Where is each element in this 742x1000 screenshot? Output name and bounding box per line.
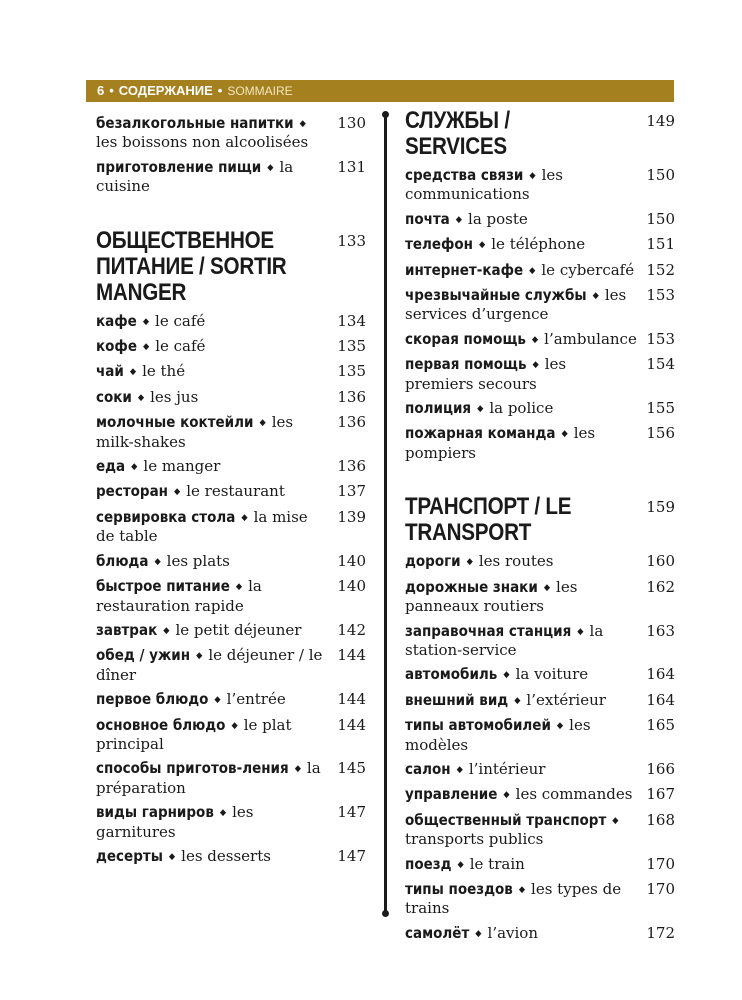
entry-title-ru: скорая помощь [405,329,526,348]
toc-entry[interactable] [96,646,366,684]
diamond-icon: ◆ [529,171,536,181]
entry-title-fr: les desserts [181,846,271,865]
entry-title-fr: le café [155,337,206,356]
entry-page-number: 165 [646,716,675,735]
entry-page-number: 136 [337,387,366,406]
diamond-icon: ◆ [219,808,227,819]
section-page-number: 149 [646,112,675,130]
entry-page-number: 136 [337,413,366,432]
toc-entry[interactable] [405,235,675,254]
entry-title-ru: интернет-кафе [405,260,524,279]
diamond-icon: ◆ [457,859,464,870]
entry-title-ru: обед / ужин [96,646,191,665]
toc-entry[interactable] [405,924,675,943]
toc-entry[interactable] [96,803,366,841]
toc-entry[interactable] [405,578,675,616]
entry-title-fr: les routes [478,552,554,571]
entry-title-ru: еда [96,457,126,476]
column-divider [384,114,387,914]
entry-page-number: 130 [337,114,366,132]
entry-page-number: 155 [646,399,675,418]
diamond-icon: ◆ [168,851,176,862]
bullet-icon: • [217,83,223,98]
page-number: 6 [97,83,105,98]
section-page-number: 159 [646,498,675,517]
toc-section-heading[interactable] [405,108,675,160]
diamond-icon: ◆ [466,557,473,568]
entry-title-ru: автомобиль [405,665,498,684]
diamond-icon: ◆ [532,360,539,371]
diamond-icon: ◆ [214,695,221,706]
entry-title-ru: основное блюдо [96,715,226,734]
entry-page-number: 167 [646,785,675,804]
entry-title-ru: приготовление пищи [96,157,262,176]
entry-page-number: 144 [337,646,366,665]
entry-page-number: 166 [646,759,675,778]
diamond-icon: ◆ [556,721,564,732]
entry-title-fr: les boissons non alcoolisées [96,133,309,152]
toc-entry[interactable] [96,759,366,797]
toc-entry[interactable] [405,716,675,754]
entry-page-number: 153 [646,286,675,305]
entry-title-ru: дорожные знаки [405,577,538,596]
entry-title-fr: la mise de table [96,507,308,546]
section-title: ТРАНСПОРТ / LE TRANSPORT [405,493,572,547]
toc-entry[interactable] [405,261,675,280]
diamond-icon: ◆ [131,462,138,473]
toc-entry[interactable] [96,847,366,866]
entry-title-fr: le téléphone [491,235,586,254]
running-header [86,80,674,102]
entry-page-number: 152 [646,260,675,279]
entry-page-number: 154 [646,355,675,374]
diamond-icon: ◆ [455,214,463,225]
entry-title-ru: первое блюдо [96,690,209,709]
entry-title-ru: дороги [405,552,461,571]
entry-title-ru: виды гарниров [96,803,214,822]
diamond-icon: ◆ [456,764,463,775]
diamond-icon: ◆ [518,884,526,895]
entry-page-number: 170 [646,879,675,898]
entry-title-ru: кафе [96,311,137,330]
entry-page-number: 131 [337,157,366,176]
entry-page-number: 140 [337,577,366,596]
entry-page-number: 164 [646,690,675,709]
entry-title-fr: les modèles [405,716,591,754]
entry-title-fr: les panneaux routiers [405,577,578,616]
entry-page-number: 139 [337,507,366,526]
entry-title-fr: l’avion [487,923,538,942]
entry-title-ru: чай [96,362,124,381]
entry-page-number: 151 [646,235,675,254]
diamond-icon: ◆ [154,556,161,567]
diamond-icon: ◆ [514,695,521,706]
entry-title-fr: l’intérieur [468,759,546,778]
toc-entry[interactable] [96,577,366,615]
diamond-icon: ◆ [267,162,274,173]
toc-section-heading[interactable] [96,228,366,306]
toc-left-column [96,108,366,866]
diamond-icon: ◆ [503,670,510,681]
entry-title-ru: салон [405,759,451,778]
toc-entry[interactable] [96,552,366,571]
diamond-icon: ◆ [543,582,551,593]
entry-title-ru: телефон [405,235,474,254]
toc-entry[interactable] [96,312,366,331]
entry-title-ru: ресторан [96,482,168,501]
entry-title-fr: les commandes [515,785,633,804]
entry-title-ru: типы поездов [405,879,513,898]
entry-title-fr: la voiture [515,665,589,684]
diamond-icon: ◆ [129,367,137,378]
entry-page-number: 160 [646,552,675,571]
toc-entry[interactable] [96,621,366,640]
entry-title-ru: пожарная команда [405,424,556,443]
entry-title-fr: la police [489,399,554,418]
entry-title-ru: десерты [96,846,163,865]
entry-page-number: 142 [337,620,366,639]
entry-title-ru: первая помощь [405,355,527,374]
entry-title-ru: сервировка стола [96,507,236,526]
entry-title-fr: la cuisine [96,157,294,196]
diamond-icon: ◆ [174,487,181,498]
toc-entry[interactable] [96,482,366,501]
entry-title-fr: les milk-shakes [96,413,294,451]
toc-entry[interactable] [405,691,675,710]
entry-page-number: 144 [337,715,366,734]
entry-page-number: 153 [646,329,675,348]
section-title: ОБЩЕСТВЕННОЕ ПИТАНИЕ / SORTIR MANGER [96,226,287,306]
toc-entry[interactable] [405,552,675,571]
toc-entry[interactable] [405,622,675,660]
entry-title-fr: l’entrée [226,690,286,709]
diamond-icon: ◆ [503,790,510,801]
entry-title-ru: кофе [96,337,137,356]
entry-page-number: 168 [646,810,675,829]
diamond-icon: ◆ [235,582,243,593]
diamond-icon: ◆ [231,720,238,731]
entry-title-fr: le thé [142,362,186,381]
diamond-icon: ◆ [561,429,568,440]
entry-title-fr: le train [469,854,525,873]
entry-title-ru: способы приготов-ления [96,759,289,778]
toc-entry[interactable] [405,210,675,229]
toc-entry[interactable] [96,457,366,476]
toc-entry[interactable] [405,399,675,418]
entry-title-ru: управление [405,785,498,804]
entry-title-fr: les plats [166,551,230,570]
entry-page-number: 134 [337,311,366,330]
toc-entry[interactable] [96,362,366,381]
entry-page-number: 137 [337,482,366,501]
entry-title-fr: le manger [143,457,221,476]
diamond-icon: ◆ [531,334,539,345]
entry-page-number: 172 [646,923,675,942]
toc-entry[interactable] [405,760,675,779]
entry-title-fr: le restaurant [186,482,285,501]
section-page-number: 133 [337,231,366,250]
entry-title-fr: le déjeuner / le dîner [96,646,323,684]
entry-title-fr: la préparation [96,759,321,797]
entry-page-number: 156 [646,424,675,443]
diamond-icon: ◆ [477,404,484,415]
entry-title-fr: les services d’urgence [405,286,627,324]
entry-title-fr: l’ambulance [544,329,637,348]
diamond-icon: ◆ [612,815,619,826]
entry-title-fr: le cybercafé [541,260,635,279]
toc-entry[interactable] [96,158,366,196]
entry-title-fr: les types de trains [405,879,622,918]
entry-title-ru: заправочная станция [405,621,572,640]
entry-page-number: 147 [337,803,366,822]
entry-page-number: 162 [646,577,675,596]
entry-title-ru: самолёт [405,923,470,942]
entry-page-number: 163 [646,621,675,640]
entry-title-fr: les premiers secours [405,355,567,393]
diamond-icon: ◆ [475,928,482,939]
entry-title-fr: l’extérieur [526,690,606,709]
entry-page-number: 135 [337,337,366,356]
toc-entry[interactable] [96,508,366,546]
diamond-icon: ◆ [142,342,150,353]
entry-title-fr: le café [155,311,206,330]
entry-page-number: 135 [337,362,366,381]
entry-page-number: 164 [646,665,675,684]
toc-entry[interactable] [96,413,366,451]
toc-entry[interactable] [405,330,675,349]
diamond-icon: ◆ [241,512,248,523]
header-title-fr: SOMMAIRE [227,84,293,98]
entry-page-number: 136 [337,457,366,476]
entry-title-ru: завтрак [96,620,158,639]
entry-page-number: 145 [337,759,366,778]
toc-entry[interactable] [96,716,366,754]
entry-page-number: 150 [646,209,675,228]
entry-page-number: 147 [337,846,366,865]
entry-title-fr: transports publics [405,830,544,849]
entry-title-fr: les garnitures [96,803,254,841]
toc-entry[interactable] [405,166,675,204]
entry-title-ru: молочные коктейли [96,413,254,432]
entry-title-ru: почта [405,209,450,228]
section-title: СЛУЖБЫ / SERVICES [405,107,510,160]
entry-title-ru: внешний вид [405,690,509,709]
entry-title-fr: la restauration rapide [96,577,262,615]
diamond-icon: ◆ [142,316,150,327]
toc-entry[interactable] [405,785,675,804]
entry-title-ru: типы автомобилей [405,716,551,735]
entry-title-fr: les jus [150,387,199,406]
entry-title-fr: la poste [468,209,528,228]
entry-page-number: 140 [337,551,366,570]
toc-entry[interactable] [405,665,675,684]
bullet-icon: • [109,83,114,98]
diamond-icon: ◆ [299,119,306,129]
toc-entry[interactable] [96,337,366,356]
toc-entry[interactable] [405,880,675,918]
diamond-icon: ◆ [529,265,536,276]
entry-title-ru: блюда [96,551,149,570]
entry-title-ru: полиция [405,399,472,418]
entry-title-fr: la station-service [405,621,604,659]
entry-title-ru: общественный транспорт [405,810,607,829]
entry-title-fr: le petit déjeuner [175,620,302,639]
diamond-icon: ◆ [577,626,584,637]
toc-entry[interactable] [96,690,366,709]
entry-title-ru: поезд [405,854,452,873]
entry-title-fr: le plat principal [96,715,292,753]
entry-title-ru: быстрое питание [96,577,230,596]
entry-title-ru: средства связи [405,166,524,184]
toc-section-heading[interactable] [405,494,675,546]
diamond-icon: ◆ [479,240,486,251]
entry-page-number: 170 [646,854,675,873]
entry-page-number: 150 [646,166,675,184]
header-title-ru: СОДЕРЖАНИЕ [118,83,213,98]
toc-entry[interactable] [405,424,675,462]
entry-title-fr: les communications [405,166,563,204]
toc-entry[interactable] [405,855,675,874]
diamond-icon: ◆ [592,291,599,302]
entry-title-ru: соки [96,387,132,406]
diamond-icon: ◆ [196,651,203,662]
toc-entry[interactable] [405,286,675,324]
entry-title-ru: чрезвычайные службы [405,286,587,305]
toc-entry[interactable] [405,811,675,849]
diamond-icon: ◆ [163,625,170,636]
diamond-icon: ◆ [137,392,145,403]
entry-page-number: 144 [337,690,366,709]
toc-entry[interactable] [96,388,366,407]
toc-right-column [405,108,675,943]
toc-entry[interactable] [405,355,675,393]
toc-entry[interactable] [96,114,366,152]
diamond-icon: ◆ [294,764,301,775]
diamond-icon: ◆ [259,418,266,429]
entry-title-fr: les pompiers [405,424,596,462]
entry-title-ru: безалкогольные напитки [96,114,294,132]
